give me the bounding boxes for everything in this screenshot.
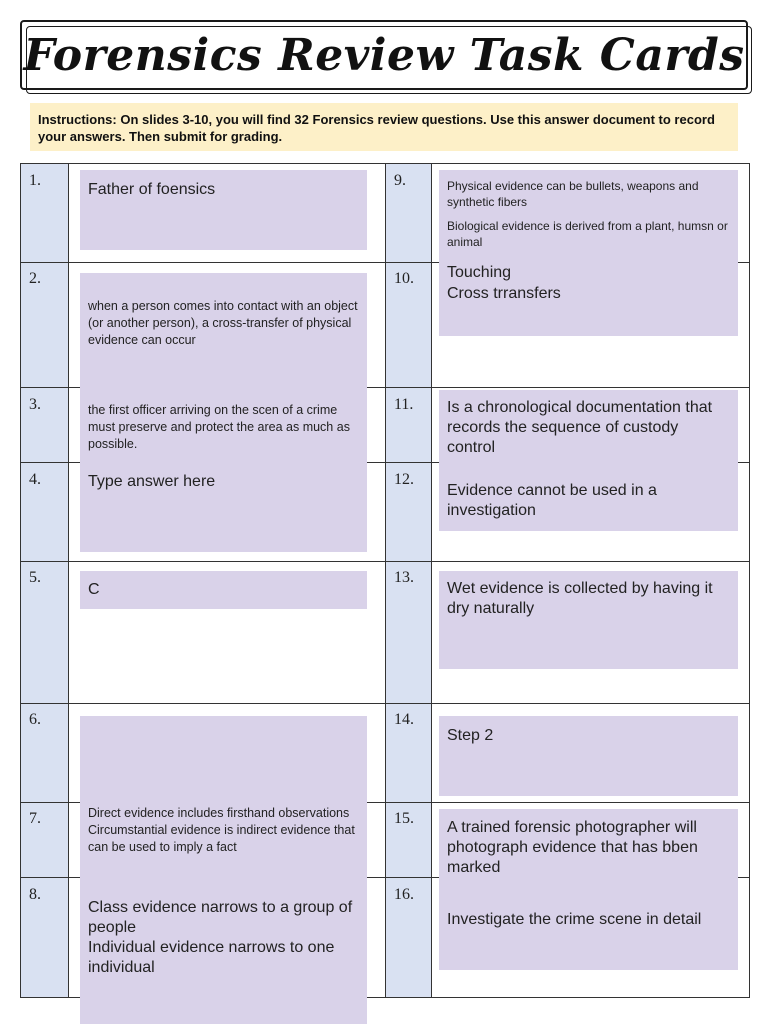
question-number: 2.	[29, 270, 41, 287]
question-number: 3.	[29, 396, 41, 413]
answer-box-5[interactable]	[80, 571, 367, 609]
answer-box-6-8[interactable]	[80, 716, 367, 1024]
grid-line	[431, 163, 432, 998]
answer-text: Wet evidence is collected by having it dry naturally	[447, 580, 713, 617]
answer-text-12: Evidence cannot be used in a investigation	[447, 482, 657, 519]
question-number: 14.	[394, 711, 414, 728]
grid-line	[20, 163, 21, 998]
grid-line	[20, 163, 750, 164]
answer-text-10: Touching Cross trransfers	[447, 264, 561, 302]
answer-box-13[interactable]	[439, 571, 738, 669]
answer-text-9a: Physical evidence can be bullets, weapons and synthetic fibers	[447, 179, 699, 209]
question-number: 9.	[394, 172, 406, 189]
answer-box-2-4[interactable]	[80, 273, 367, 552]
question-number: 12.	[394, 471, 414, 488]
question-number: 1.	[29, 172, 41, 189]
question-number: 6.	[29, 711, 41, 728]
grid-line	[385, 163, 386, 998]
page-title: Forensics Review Task Cards	[23, 29, 745, 81]
question-number: 7.	[29, 810, 41, 827]
answer-box-15-16[interactable]	[439, 809, 738, 970]
answer-text: Step 2	[447, 727, 494, 744]
grid-line	[68, 163, 69, 998]
title-banner	[20, 20, 748, 90]
question-number: 4.	[29, 471, 41, 488]
answer-text-9b: Biological evidence is derived from a plant, humsn or animal	[447, 219, 728, 249]
answer-box-9-10[interactable]	[439, 170, 738, 336]
answer-text-4: Type answer here	[88, 473, 216, 490]
question-number: 8.	[29, 886, 41, 903]
answer-box-1[interactable]	[80, 170, 367, 250]
answer-box-11-12[interactable]	[439, 390, 738, 531]
grid-line	[20, 703, 750, 704]
answer-text-3: the first officer arriving on the scen of a crime must preserve and protect the area as much as possible.	[88, 403, 350, 451]
question-number: 15.	[394, 810, 414, 827]
answer-text-8: Class evidence narrows to a group of people Individual evidence narrows to one individual	[88, 899, 353, 976]
question-number: 5.	[29, 569, 41, 586]
answer-text-15: A trained forensic photographer will photograph evidence that has bben marked	[447, 819, 698, 876]
answer-text-2: when a person comes into contact with an object (or another person), a cross-transfer of physical evidence can occur	[88, 299, 358, 347]
answer-text-7: Direct evidence includes firsthand observations Circumstantial evidence is indirect evidence that can be used to imply a fact	[88, 806, 355, 854]
question-number: 10.	[394, 270, 414, 287]
answer-text-16: Investigate the crime scene in detail	[447, 911, 702, 928]
question-number: 13.	[394, 569, 414, 586]
instructions-box: Instructions: On slides 3-10, you will find 32 Forensics review questions. Use this answer document to record your answers. Then submit for grading.	[30, 103, 738, 151]
answer-text: Father of foensics	[88, 181, 216, 198]
grid-line	[749, 163, 750, 998]
answer-text-11: Is a chronological documentation that records the sequence of custody control	[447, 399, 713, 456]
question-number: 16.	[394, 886, 414, 903]
answer-box-14[interactable]	[439, 716, 738, 796]
grid-line	[20, 561, 750, 562]
question-number: 11.	[394, 396, 414, 413]
answer-text: C	[88, 581, 100, 598]
